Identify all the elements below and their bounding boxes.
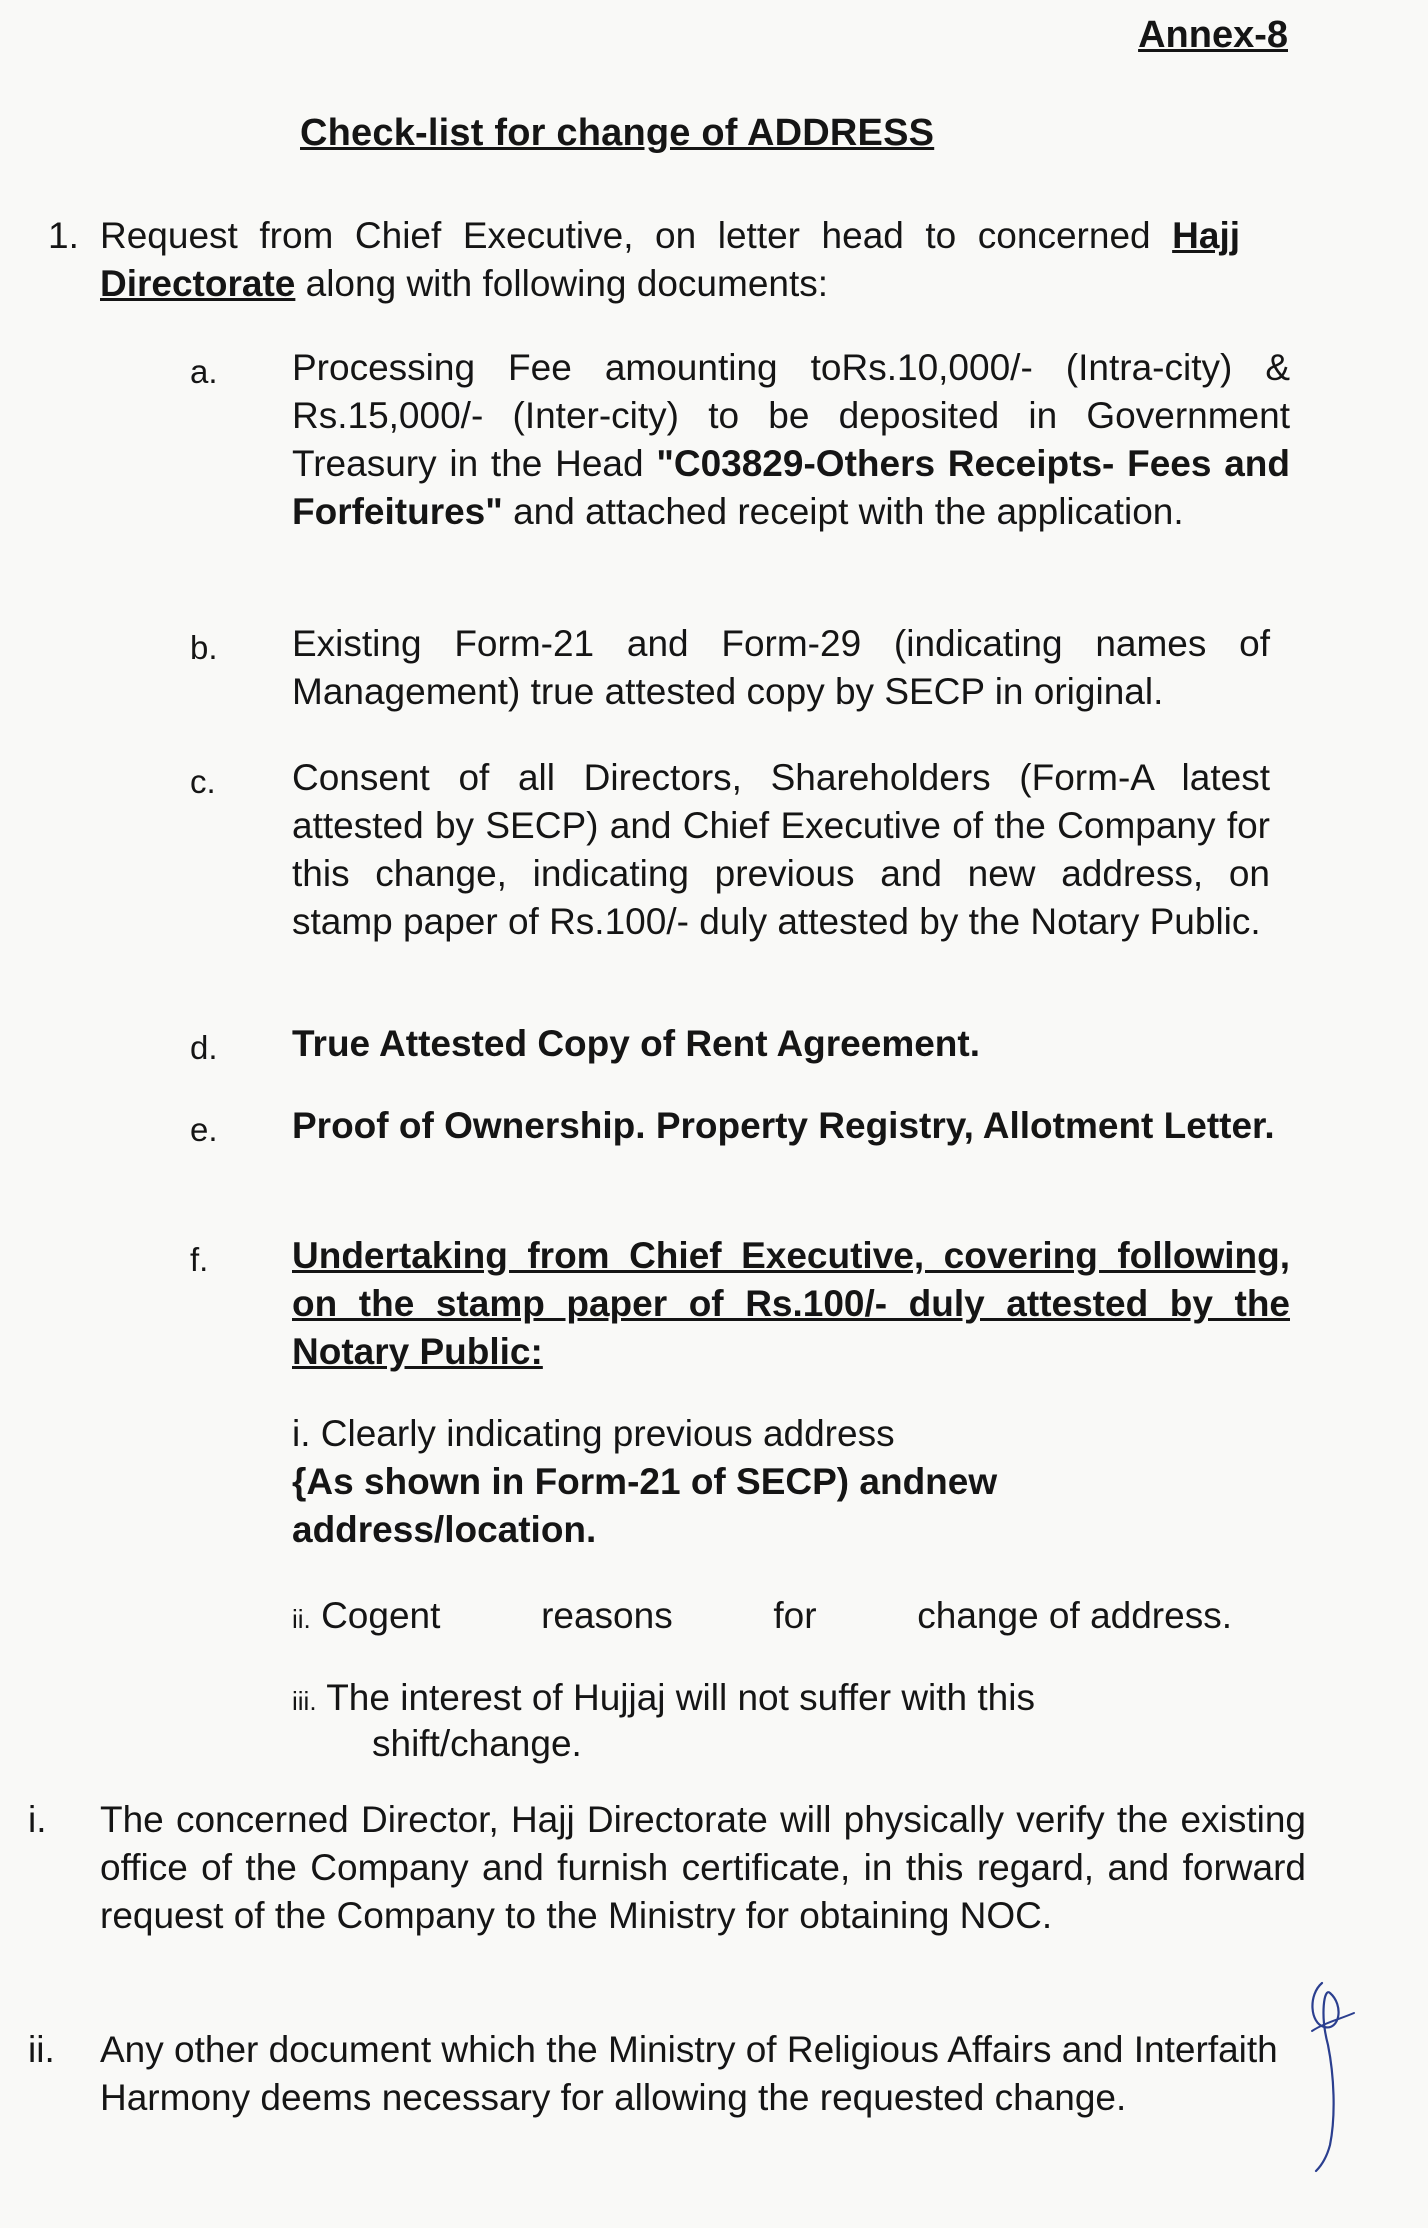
sub-a-text-1: Processing Fee amounting toRs.10,000/- (Intra-city) & Rs.15,000/- (Inter-city) to be deposited in Government Treasury in the Head [292, 347, 1290, 484]
bottom-i-label: i. [28, 1799, 47, 1840]
bottom-ii-text: Any other document which the Ministry of Religious Affairs and Interfaith Harmony deems necessary for allowing the requested change. [100, 2029, 1278, 2118]
sub-b-text: Existing Form-21 and Form-29 (indicating names of Management) true attested copy by SECP in original. [292, 623, 1270, 712]
annex-label: Annex-8 [1138, 14, 1288, 56]
undertaking-iii-line1 [292, 1674, 1035, 1725]
page-title: Check-list for change of ADDRESS [300, 112, 935, 154]
undertaking-i-line1 [292, 1410, 895, 1458]
undertaking-iii-line2: shift/change. [372, 1723, 582, 1764]
undertaking-ii-word-2: reasons [541, 1595, 673, 1636]
undertaking-ii [292, 1592, 1232, 1643]
bottom-i-text: The concerned Director, Hajj Directorate will physically verify the existing office of the Company and furnish certificate, in this regard, and forward request of the Company to the Ministry for obtaining NOC. [100, 1799, 1306, 1936]
sub-d-label: d. [190, 1029, 218, 1066]
undertaking-ii-label: ii. [292, 1604, 311, 1634]
sub-d-text: True Attested Copy of Rent Agreement. [292, 1023, 981, 1064]
sub-c-label: c. [190, 763, 216, 800]
undertaking-ii-word-3: for [773, 1595, 817, 1636]
undertaking-iii-text: The interest of Hujjaj will not suffer with this [326, 1677, 1035, 1718]
sub-a-text-2: and attached receipt with the application. [502, 491, 1184, 532]
sub-e-label: e. [190, 1111, 218, 1148]
undertaking-i-bold: {As shown in Form-21 of SECP) andnew address/location. [292, 1461, 998, 1550]
item-1-text-c: along with following documents: [295, 263, 829, 304]
sub-e-text: Proof of Ownership. Property Registry, Allotment Letter. [292, 1105, 1275, 1146]
undertaking-ii-word-4: change of address. [917, 1595, 1232, 1636]
item-1-number: 1. [48, 215, 79, 256]
sub-a-label: a. [190, 353, 218, 390]
sub-c-text: Consent of all Directors, Shareholders (Form-A latest attested by SECP) and Chief Executive of the Company for this change, indicating previous and new address, on stamp paper of Rs.100/- duly attested by the Notary Public. [292, 757, 1270, 942]
sub-a-text [292, 344, 1290, 536]
item-1-text-a: Request from Chief Executive, on letter head to concerned [100, 215, 1151, 256]
undertaking-ii-word-1: Cogent [321, 1595, 441, 1636]
undertaking-i-label: i. [292, 1413, 311, 1454]
bottom-ii-label: ii. [28, 2029, 55, 2070]
sub-f-text: Undertaking from Chief Executive, covering following, on the stamp paper of Rs.100/- duly attested by the Notary Public: [292, 1235, 1290, 1372]
undertaking-iii-label: iii. [292, 1686, 317, 1716]
sub-f-label: f. [190, 1241, 209, 1278]
signature-mark [1300, 1975, 1360, 2175]
undertaking-i-text: Clearly indicating previous address [320, 1413, 895, 1454]
hajj-directorate-text: Hajj Directorate [100, 215, 1240, 304]
sub-a-head: "C03829-Others Receipts- Fees and Forfeitures" [292, 443, 1290, 532]
item-1-text [100, 212, 1240, 308]
sub-b-label: b. [190, 629, 218, 666]
